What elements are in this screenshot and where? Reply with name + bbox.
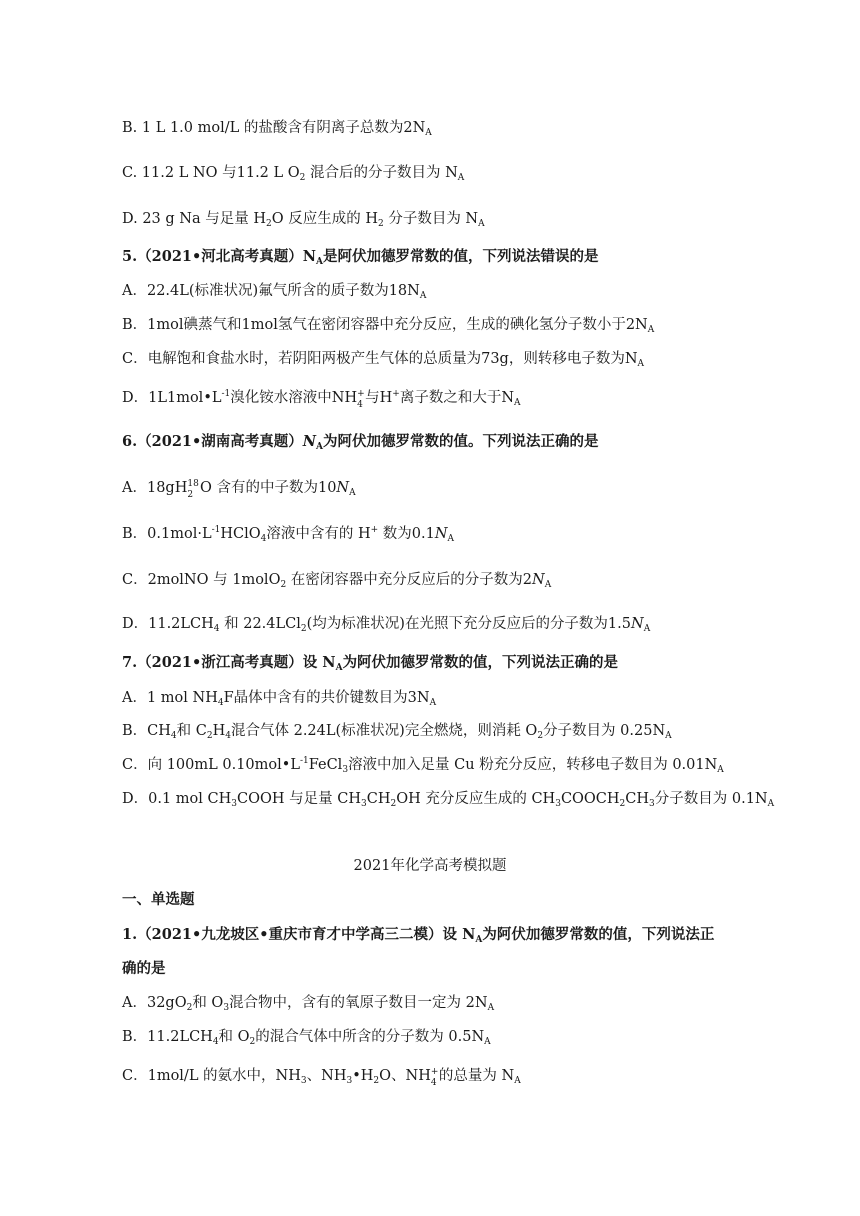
q6-option-d: D．$11.2LCH_4$ 和 22.4LCl$_2$(均为标准状况)在光照下充分反应后的分子数为$1.5N_A$: [122, 616, 651, 634]
m1-option-c: C．1mol/L 的氨水中，$NH_3$、$NH_3•H_2O$、NH + 4 的总量为 $N_A$: [122, 1067, 521, 1088]
q6-option-b: B．$0.1mol\cdot L^{-1}HClO_4$溶液中含有的 H+ 数为$0.1N_A$: [122, 525, 455, 544]
q7-option-d: D．0.1 mol $CH_3COOH$ 与足量 $CH_3CH_2OH$ 充分反应生成的 $CH_3COOCH_2CH_3$分子数目为 $0.1N_A$: [122, 791, 775, 809]
q4-option-c: C. 11.2 L NO 与11.2 L $O_2$ 混合后的分子数目为 $N_A$: [122, 165, 465, 183]
section-heading: 一、单选题: [122, 891, 195, 908]
q5-option-c: C．电解饱和食盐水时，若阴阳两极产生气体的总质量为73g，则转移电子数为$N_A$: [122, 351, 645, 369]
section-title: 2021年化学高考模拟题: [353, 858, 507, 874]
q6-option-c: C．2molNO 与 1molO$_2$ 在密闭容器中充分反应后的分子数为$2N_A$: [122, 572, 552, 590]
q7-option-a: A．1 mol $NH_4F$晶体中含有的共价键数目为$3N_A$: [122, 690, 437, 708]
m1-stem-continued: 确的是: [122, 960, 166, 977]
q7-option-b: B．$CH_4$和 $C_2H_4$混合气体 2.24L(标准状况)完全燃烧，则消耗 $O_2$分子数目为 $0.25N_A$: [122, 723, 672, 741]
q7-option-c: C．向 100mL $0.10mol•L^{-1}FeCl_3$溶液中加入足量 Cu 粉充分反应，转移电子数目为 $0.01N_A$: [122, 756, 724, 775]
m1-stem: 1.（2021•九龙坡区•重庆市育才中学高三二模）设 $N_A$为阿伏加德罗常数的值，下列说法正: [122, 926, 715, 945]
q5-stem: 5.（2021•河北高考真题）$N_A$是阿伏加德罗常数的值，下列说法错误的是: [122, 248, 599, 267]
q5-option-a: A．22.4L(标准状况)氟气所含的质子数为$18N_A$: [122, 283, 427, 301]
q4-option-b: B. 1 L 1.0 mol/L 的盐酸含有阴离子总数为$2N_A$: [122, 120, 432, 138]
m1-option-a: A．$32gO_2$和 $O_3$混合物中，含有的氧原子数目一定为 $2N_A$: [122, 995, 495, 1013]
q6-stem: 6.（2021•湖南高考真题）$N_A$为阿伏加德罗常数的值。下列说法正确的是: [122, 433, 599, 452]
m1-option-b: B．$11.2LCH_4$和 $O_2$的混合气体中所含的分子数为 $0.5N_A$: [122, 1029, 491, 1047]
q4-option-d: D. 23 g Na 与足量 $H_2O$ 反应生成的 $H_2$ 分子数目为 $N_A$: [122, 211, 485, 229]
q7-stem: 7.（2021•浙江高考真题）设 $N_A$为阿伏加德罗常数的值，下列说法正确的是: [122, 654, 619, 673]
q6-option-a: A．18gH 18 2 O 含有的中子数为$10N_A$: [122, 479, 356, 500]
q5-option-b: B．1mol碘蒸气和1mol氢气在密闭容器中充分反应，生成的碘化氢分子数小于$2N_A$: [122, 317, 655, 335]
q5-option-d: D．$1L1mol•L^{-1}$溴化铵水溶液中NH + 4 与H+离子数之和大于$N_A$: [122, 389, 521, 410]
